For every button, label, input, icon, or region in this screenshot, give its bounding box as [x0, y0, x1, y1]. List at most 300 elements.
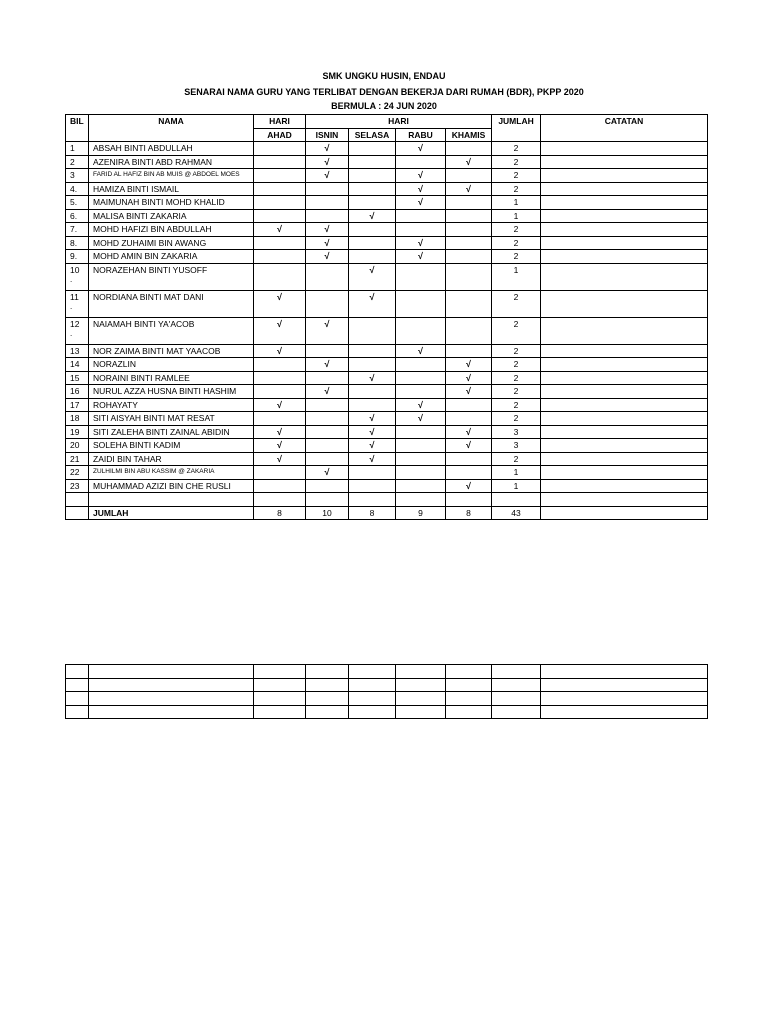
- row-jumlah: 1: [492, 466, 541, 480]
- row-day-khamis: √: [446, 479, 492, 493]
- table-row: [66, 209, 708, 223]
- blank-cell: [89, 678, 254, 692]
- row-day-khamis: [446, 169, 492, 183]
- row-day-khamis: √: [446, 371, 492, 385]
- blank-cell: [541, 665, 708, 679]
- row-bil: [66, 250, 89, 264]
- row-number: 10: [70, 264, 80, 275]
- blank-cell: [89, 705, 254, 719]
- row-catatan: [541, 155, 708, 169]
- row-day-selasa: √: [349, 452, 396, 466]
- row-day-rabu: √: [396, 398, 446, 412]
- row-day-isnin: √: [306, 358, 349, 372]
- row-number: 17: [70, 399, 80, 410]
- blank-cell: [349, 692, 396, 706]
- total-bil: [66, 506, 89, 520]
- row-day-khamis: √: [446, 439, 492, 453]
- row-day-rabu: [396, 371, 446, 385]
- table-row: [66, 425, 708, 439]
- row-day-rabu: √: [396, 169, 446, 183]
- row-number: 8.: [70, 237, 78, 248]
- total-row: [66, 506, 708, 520]
- row-jumlah: 3: [492, 425, 541, 439]
- row-number: 19: [70, 426, 80, 437]
- row-day-selasa: √: [349, 412, 396, 426]
- blank-cell: [349, 665, 396, 679]
- row-nama: MOHD AMIN BIN ZAKARIA: [89, 250, 254, 264]
- table-row: [66, 142, 708, 156]
- row-day-ahad: √: [254, 344, 306, 358]
- row-day-khamis: [446, 196, 492, 210]
- table-row: [66, 223, 708, 237]
- row-nama: NOR ZAIMA BINTI MAT YAACOB: [89, 344, 254, 358]
- row-number-suffix: .: [70, 328, 73, 338]
- row-catatan: [541, 317, 708, 344]
- row-day-isnin: [306, 412, 349, 426]
- row-day-khamis: √: [446, 182, 492, 196]
- row-day-selasa: [349, 155, 396, 169]
- blank-cell: [66, 678, 89, 692]
- row-number: 4.: [70, 183, 78, 194]
- row-day-selasa: [349, 466, 396, 480]
- row-nama: MAIMUNAH BINTI MOHD KHALID: [89, 196, 254, 210]
- table-row: [66, 155, 708, 169]
- row-number: 21: [70, 453, 80, 464]
- blank-cell: [396, 705, 446, 719]
- row-jumlah: 2: [492, 250, 541, 264]
- row-day-rabu: [396, 155, 446, 169]
- blank-cell: [89, 692, 254, 706]
- row-number: 15: [70, 372, 80, 383]
- row-day-rabu: [396, 425, 446, 439]
- row-number: 7.: [70, 224, 78, 234]
- blank-cell: [306, 692, 349, 706]
- row-jumlah: 2: [492, 182, 541, 196]
- row-day-khamis: [446, 223, 492, 237]
- row-day-isnin: [306, 196, 349, 210]
- row-day-isnin: [306, 263, 349, 290]
- row-bil: [66, 466, 89, 480]
- col-catatan-header: CATATAN: [541, 115, 708, 142]
- table-row: [66, 236, 708, 250]
- row-day-ahad: √: [254, 425, 306, 439]
- blank-cell: [306, 665, 349, 679]
- row-day-isnin: [306, 290, 349, 317]
- row-jumlah: 2: [492, 317, 541, 344]
- row-day-selasa: [349, 479, 396, 493]
- row-bil: [66, 169, 89, 183]
- row-nama: ABSAH BINTI ABDULLAH: [89, 142, 254, 156]
- start-date: BERMULA : 24 JUN 2020: [331, 101, 437, 111]
- total-day-isnin: 10: [306, 506, 349, 520]
- row-bil: [66, 344, 89, 358]
- row-nama: MOHD ZUHAIMI BIN AWANG: [89, 236, 254, 250]
- row-day-ahad: [254, 358, 306, 372]
- row-bil: [66, 155, 89, 169]
- school-name: SMK UNGKU HUSIN, ENDAU: [322, 71, 446, 81]
- row-day-isnin: [306, 398, 349, 412]
- empty-cell: [254, 493, 306, 507]
- table-row: [66, 358, 708, 372]
- row-day-rabu: [396, 209, 446, 223]
- header-row-1: [66, 115, 708, 129]
- blank-cell: [541, 705, 708, 719]
- table-row: [66, 371, 708, 385]
- blank-cell: [66, 665, 89, 679]
- row-bil: [66, 358, 89, 372]
- blank-cell: [492, 665, 541, 679]
- row-catatan: [541, 452, 708, 466]
- row-bil: [66, 452, 89, 466]
- table-row: [66, 250, 708, 264]
- blank-cell: [254, 665, 306, 679]
- blank-cell: [492, 705, 541, 719]
- row-day-selasa: [349, 398, 396, 412]
- row-day-khamis: [446, 250, 492, 264]
- row-number: 9.: [70, 251, 78, 261]
- table-row: [66, 182, 708, 196]
- empty-cell: [492, 493, 541, 507]
- row-day-ahad: [254, 182, 306, 196]
- row-catatan: [541, 398, 708, 412]
- row-day-isnin: √: [306, 385, 349, 399]
- row-day-khamis: [446, 452, 492, 466]
- total-day-rabu: 9: [396, 506, 446, 520]
- row-day-rabu: √: [396, 182, 446, 196]
- row-day-khamis: [446, 466, 492, 480]
- document-title: SENARAI NAMA GURU YANG TERLIBAT DENGAN BEKERJA DARI RUMAH (BDR), PKPP 2020: [184, 87, 584, 97]
- row-bil: [66, 196, 89, 210]
- row-day-rabu: √: [396, 412, 446, 426]
- row-catatan: [541, 169, 708, 183]
- row-jumlah: 2: [492, 290, 541, 317]
- row-day-khamis: [446, 236, 492, 250]
- row-day-selasa: √: [349, 439, 396, 453]
- row-jumlah: 1: [492, 263, 541, 290]
- table-row: [66, 385, 708, 399]
- row-day-selasa: [349, 344, 396, 358]
- row-day-rabu: [396, 466, 446, 480]
- row-jumlah: 2: [492, 169, 541, 183]
- blank-row: [66, 692, 708, 706]
- row-bil: [66, 398, 89, 412]
- empty-cell: [89, 493, 254, 507]
- row-jumlah: 2: [492, 223, 541, 237]
- row-day-rabu: [396, 223, 446, 237]
- row-bil: [66, 290, 89, 317]
- row-day-ahad: [254, 209, 306, 223]
- row-day-khamis: [446, 290, 492, 317]
- row-jumlah: 2: [492, 371, 541, 385]
- row-bil: [66, 236, 89, 250]
- empty-cell: [541, 493, 708, 507]
- row-number: 16: [70, 386, 80, 396]
- row-number: 14: [70, 359, 80, 369]
- blank-cell: [349, 678, 396, 692]
- row-day-isnin: [306, 425, 349, 439]
- row-day-khamis: [446, 317, 492, 344]
- row-bil: [66, 317, 89, 344]
- row-day-rabu: √: [396, 236, 446, 250]
- row-day-isnin: √: [306, 223, 349, 237]
- row-day-ahad: [254, 250, 306, 264]
- blank-cell: [446, 705, 492, 719]
- total-catatan: [541, 506, 708, 520]
- row-day-ahad: [254, 236, 306, 250]
- row-bil: [66, 142, 89, 156]
- blank-cell: [396, 692, 446, 706]
- row-jumlah: 1: [492, 209, 541, 223]
- row-day-isnin: [306, 479, 349, 493]
- row-day-isnin: [306, 209, 349, 223]
- table-row: [66, 169, 708, 183]
- empty-cell: [446, 493, 492, 507]
- blank-cell: [306, 705, 349, 719]
- row-number: 3: [70, 170, 75, 180]
- blank-cell: [541, 678, 708, 692]
- table-row: [66, 479, 708, 493]
- row-catatan: [541, 196, 708, 210]
- row-day-ahad: [254, 263, 306, 290]
- col-nama-header: NAMA: [89, 115, 254, 142]
- row-day-isnin: [306, 182, 349, 196]
- row-catatan: [541, 479, 708, 493]
- row-day-khamis: [446, 412, 492, 426]
- row-nama: NAIAMAH BINTI YA'ACOB: [89, 317, 254, 344]
- table-row: [66, 344, 708, 358]
- row-bil: [66, 479, 89, 493]
- row-day-ahad: [254, 479, 306, 493]
- row-day-isnin: [306, 371, 349, 385]
- row-jumlah: 2: [492, 344, 541, 358]
- col-bil-header: BIL: [66, 115, 89, 142]
- row-day-ahad: √: [254, 439, 306, 453]
- row-day-rabu: √: [396, 142, 446, 156]
- row-bil: [66, 385, 89, 399]
- row-nama: MUHAMMAD AZIZI BIN CHE RUSLI: [89, 479, 254, 493]
- empty-table: [65, 664, 708, 719]
- empty-cell: [306, 493, 349, 507]
- row-bil: [66, 425, 89, 439]
- row-day-khamis: [446, 142, 492, 156]
- row-catatan: [541, 290, 708, 317]
- row-jumlah: 2: [492, 398, 541, 412]
- empty-cell: [349, 493, 396, 507]
- row-day-rabu: [396, 439, 446, 453]
- row-day-khamis: √: [446, 425, 492, 439]
- empty-cell: [66, 493, 89, 507]
- blank-cell: [254, 692, 306, 706]
- row-number: 11: [70, 291, 79, 302]
- row-day-selasa: [349, 196, 396, 210]
- teacher-bdr-table: [65, 114, 708, 520]
- blank-cell: [446, 692, 492, 706]
- table-row: [66, 452, 708, 466]
- row-day-isnin: √: [306, 155, 349, 169]
- row-day-rabu: [396, 317, 446, 344]
- row-day-ahad: [254, 371, 306, 385]
- row-catatan: [541, 142, 708, 156]
- row-bil: [66, 182, 89, 196]
- table-row: [66, 466, 708, 480]
- row-number: 2: [70, 156, 75, 167]
- row-number: 13: [70, 345, 80, 356]
- row-day-selasa: √: [349, 371, 396, 385]
- row-day-rabu: [396, 358, 446, 372]
- blank-cell: [446, 665, 492, 679]
- row-day-isnin: √: [306, 466, 349, 480]
- row-nama: NORAZEHAN BINTI YUSOFF: [89, 263, 254, 290]
- row-catatan: [541, 209, 708, 223]
- row-jumlah: 2: [492, 236, 541, 250]
- row-number: 22: [70, 467, 80, 477]
- blank-row: [66, 705, 708, 719]
- row-bil: [66, 439, 89, 453]
- row-day-selasa: √: [349, 290, 396, 317]
- row-day-khamis: [446, 398, 492, 412]
- row-jumlah: 3: [492, 439, 541, 453]
- row-day-ahad: √: [254, 317, 306, 344]
- col-hari-group-header: HARI: [306, 115, 492, 129]
- table-row: [66, 263, 708, 290]
- total-day-khamis: 8: [446, 506, 492, 520]
- row-nama: FARID AL HAFIZ BIN AB MUIS @ ABDOEL MOES: [89, 169, 254, 183]
- col-ahad-header: AHAD: [254, 128, 306, 142]
- table-row: [66, 317, 708, 344]
- row-day-isnin: √: [306, 250, 349, 264]
- row-nama: AZENIRA BINTI ABD RAHMAN: [89, 155, 254, 169]
- row-day-ahad: √: [254, 290, 306, 317]
- row-number: 6.: [70, 210, 78, 221]
- row-catatan: [541, 412, 708, 426]
- table-row: [66, 412, 708, 426]
- blank-cell: [306, 678, 349, 692]
- row-catatan: [541, 466, 708, 480]
- row-nama: SITI ZALEHA BINTI ZAINAL ABIDIN: [89, 425, 254, 439]
- row-day-khamis: √: [446, 358, 492, 372]
- row-day-ahad: √: [254, 398, 306, 412]
- row-day-rabu: [396, 263, 446, 290]
- row-day-khamis: [446, 344, 492, 358]
- row-bil: [66, 263, 89, 290]
- row-number: 20: [70, 440, 80, 450]
- blank-row: [66, 665, 708, 679]
- col-selasa-header: SELASA: [349, 128, 396, 142]
- row-day-selasa: [349, 142, 396, 156]
- row-catatan: [541, 223, 708, 237]
- row-nama: SOLEHA BINTI KADIM: [89, 439, 254, 453]
- row-nama: ZULHILMI BIN ABU KASSIM @ ZAKARIA: [89, 466, 254, 480]
- blank-cell: [349, 705, 396, 719]
- row-jumlah: 2: [492, 412, 541, 426]
- row-day-selasa: [349, 169, 396, 183]
- row-day-rabu: √: [396, 250, 446, 264]
- row-nama: MOHD HAFIZI BIN ABDULLAH: [89, 223, 254, 237]
- row-bil: [66, 223, 89, 237]
- row-day-selasa: [349, 250, 396, 264]
- row-number: 1: [70, 143, 75, 153]
- blank-row: [66, 678, 708, 692]
- blank-cell: [492, 678, 541, 692]
- row-day-rabu: √: [396, 344, 446, 358]
- row-nama: ZAIDI BIN TAHAR: [89, 452, 254, 466]
- row-day-ahad: [254, 466, 306, 480]
- row-jumlah: 1: [492, 196, 541, 210]
- row-day-khamis: [446, 263, 492, 290]
- row-day-selasa: [349, 236, 396, 250]
- row-day-ahad: [254, 196, 306, 210]
- row-bil: [66, 371, 89, 385]
- blank-cell: [541, 692, 708, 706]
- row-nama: ROHAYATY: [89, 398, 254, 412]
- row-nama: SITI AISYAH BINTI MAT RESAT: [89, 412, 254, 426]
- row-day-selasa: √: [349, 425, 396, 439]
- row-catatan: [541, 371, 708, 385]
- blank-cell: [89, 665, 254, 679]
- row-day-ahad: [254, 385, 306, 399]
- row-day-selasa: [349, 223, 396, 237]
- row-number: 12: [70, 318, 80, 329]
- row-day-ahad: [254, 412, 306, 426]
- row-day-rabu: √: [396, 196, 446, 210]
- total-day-selasa: 8: [349, 506, 396, 520]
- blank-cell: [254, 678, 306, 692]
- row-day-rabu: [396, 479, 446, 493]
- row-jumlah: 2: [492, 142, 541, 156]
- row-jumlah: 2: [492, 155, 541, 169]
- row-jumlah: 1: [492, 479, 541, 493]
- row-day-khamis: [446, 209, 492, 223]
- row-nama: NORAINI BINTI RAMLEE: [89, 371, 254, 385]
- row-day-rabu: [396, 452, 446, 466]
- row-day-isnin: [306, 452, 349, 466]
- row-nama: NURUL AZZA HUSNA BINTI HASHIM: [89, 385, 254, 399]
- row-day-isnin: [306, 439, 349, 453]
- row-number-suffix: .: [70, 301, 73, 311]
- row-number-suffix: .: [70, 274, 73, 284]
- col-isnin-header: ISNIN: [306, 128, 349, 142]
- row-nama: NORDIANA BINTI MAT DANI: [89, 290, 254, 317]
- blank-cell: [66, 692, 89, 706]
- row-day-ahad: √: [254, 452, 306, 466]
- blank-cell: [396, 665, 446, 679]
- col-rabu-header: RABU: [396, 128, 446, 142]
- col-khamis-header: KHAMIS: [446, 128, 492, 142]
- row-jumlah: 2: [492, 358, 541, 372]
- row-day-rabu: [396, 385, 446, 399]
- row-day-selasa: [349, 385, 396, 399]
- total-day-ahad: 8: [254, 506, 306, 520]
- row-day-khamis: √: [446, 385, 492, 399]
- row-day-isnin: [306, 344, 349, 358]
- row-bil: [66, 209, 89, 223]
- row-catatan: [541, 358, 708, 372]
- row-number: 5.: [70, 197, 78, 207]
- row-catatan: [541, 182, 708, 196]
- row-day-selasa: √: [349, 209, 396, 223]
- row-bil: [66, 412, 89, 426]
- row-catatan: [541, 250, 708, 264]
- blank-cell: [492, 692, 541, 706]
- empty-cell: [396, 493, 446, 507]
- table-row: [66, 398, 708, 412]
- row-day-rabu: [396, 290, 446, 317]
- total-label: JUMLAH: [89, 506, 254, 520]
- row-day-ahad: [254, 142, 306, 156]
- row-day-selasa: √: [349, 263, 396, 290]
- row-nama: NORAZLIN: [89, 358, 254, 372]
- table-row: [66, 290, 708, 317]
